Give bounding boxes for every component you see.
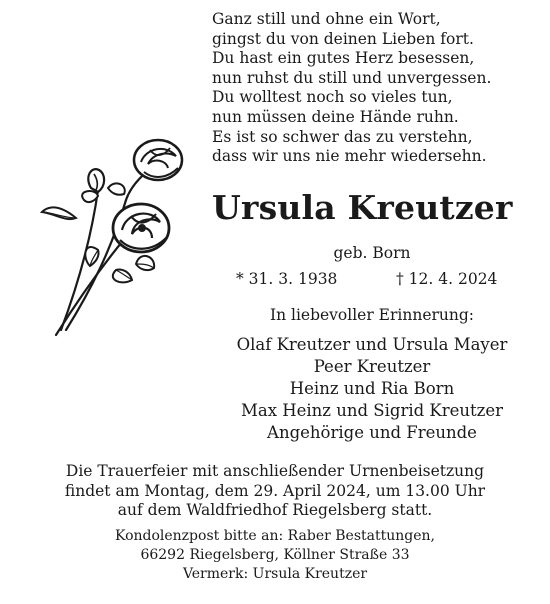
service-line: Die Trauerfeier mit anschließender Urnenbeisetzung xyxy=(65,462,485,480)
poem-line: nun ruhst du still und unvergessen. xyxy=(212,68,492,87)
contact-line: 66292 Riegelsberg, Köllner Straße 33 xyxy=(140,547,410,563)
contact-line: Kondolenzpost bitte an: Raber Bestattungen, xyxy=(114,528,435,544)
death-date: † 12. 4. 2024 xyxy=(396,270,498,288)
service-line: auf dem Waldfriedhof Riegelsberg statt. xyxy=(117,501,433,519)
mourner-line: Heinz und Ria Born xyxy=(289,379,455,398)
poem-line: Du wolltest noch so vieles tun, xyxy=(212,88,453,107)
poem-line: Es ist so schwer das zu verstehn, xyxy=(212,127,473,146)
rose-bud xyxy=(88,169,104,192)
poem-line: Du hast ein gutes Herz besessen, xyxy=(212,49,475,68)
deceased-name: Ursula Kreutzer xyxy=(212,188,513,227)
funeral-service-info xyxy=(30,462,520,521)
service-line: findet am Montag, dem 29. April 2024, um 13.00 Uhr xyxy=(64,481,486,500)
mourners-list xyxy=(212,334,532,444)
poem xyxy=(212,10,532,167)
contact-line: Vermerk: Ursula Kreutzer xyxy=(182,566,368,582)
rose-bloom xyxy=(134,140,182,180)
mourner-line: Peer Kreutzer xyxy=(313,357,431,376)
rose-icon xyxy=(36,130,196,340)
poem-line: nun müssen deine Hände ruhn. xyxy=(212,107,459,126)
poem-line: dass wir uns nie mehr wiedersehn. xyxy=(212,147,487,166)
memory-line: In liebevoller Erinnerung: xyxy=(269,306,475,324)
mourner-line: Max Heinz und Sigrid Kreutzer xyxy=(240,401,504,420)
poem-line: Ganz still und ohne ein Wort, xyxy=(212,10,441,28)
rose-bloom xyxy=(113,204,169,252)
maiden-name: geb. Born xyxy=(333,244,411,262)
poem-line: gingst du von deinen Lieben fort. xyxy=(212,29,474,48)
condolence-contact xyxy=(30,527,520,584)
birth-date: * 31. 3. 1938 xyxy=(236,270,338,288)
mourner-line: Olaf Kreutzer und Ursula Mayer xyxy=(236,335,508,354)
mourner-line: Angehörige und Freunde xyxy=(267,423,477,442)
